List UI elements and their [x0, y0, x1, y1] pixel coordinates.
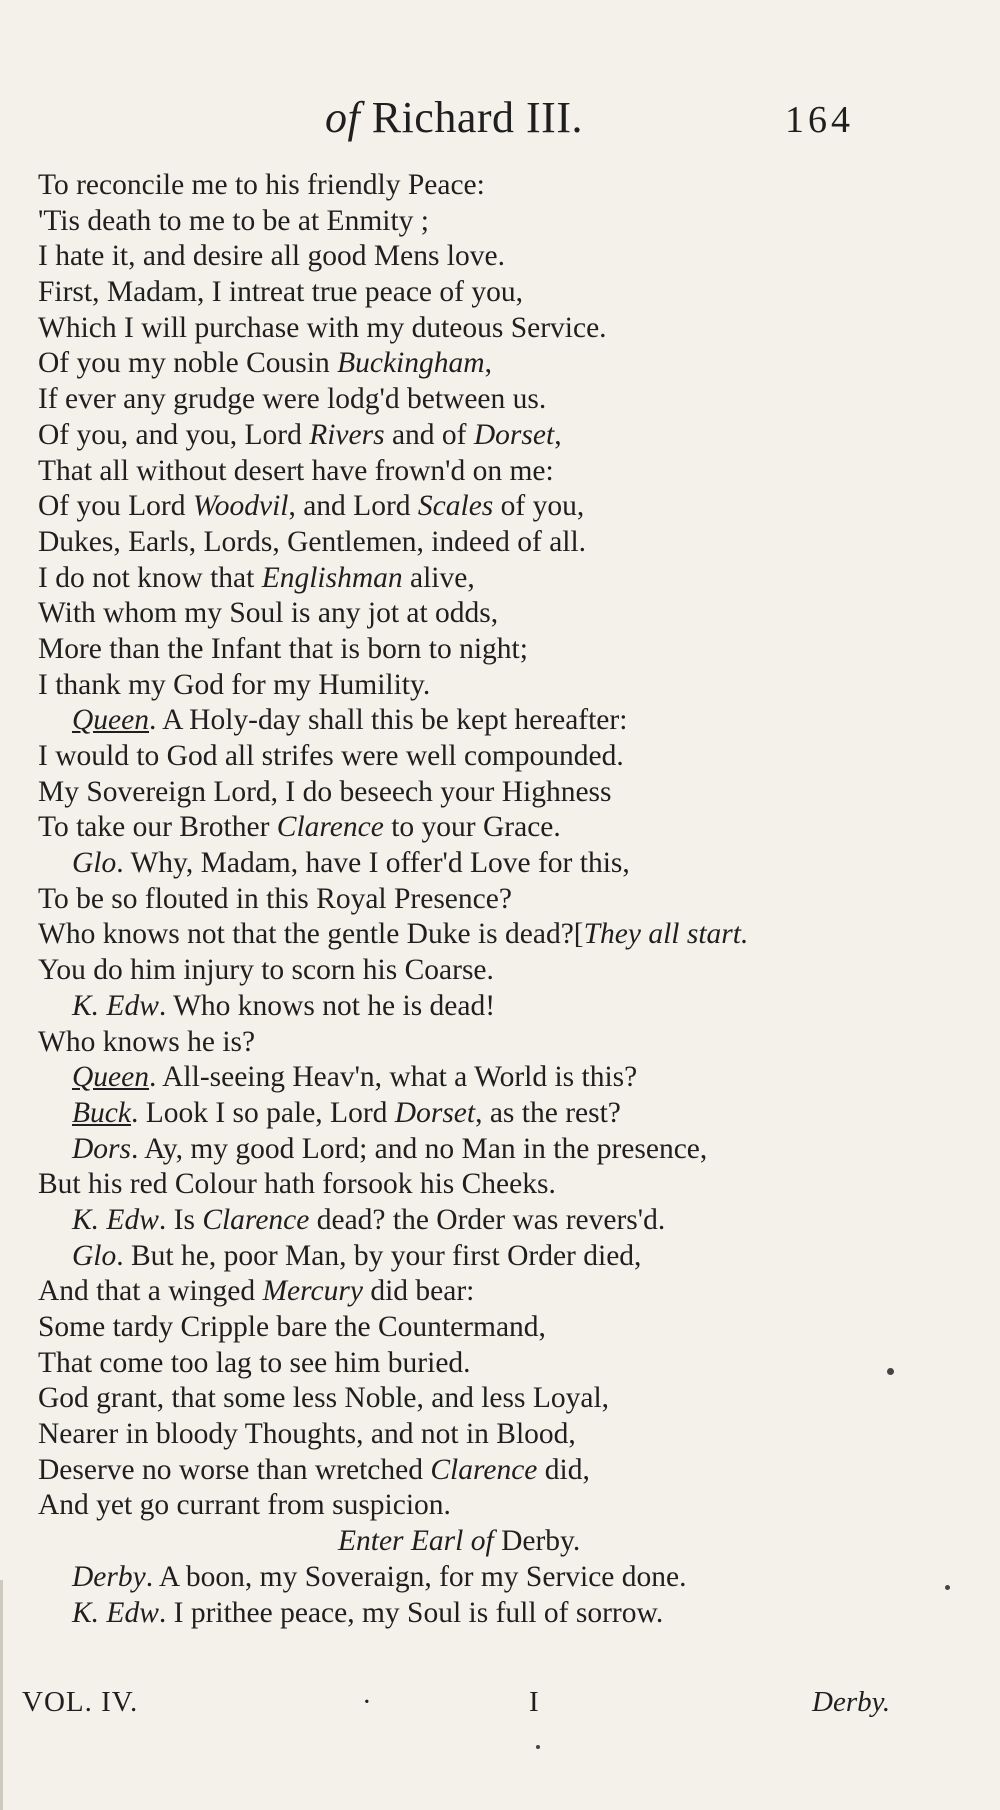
- speaker-name: Glo: [72, 847, 117, 880]
- verse-line: [38, 989, 978, 1025]
- signature-mark: I: [529, 1686, 539, 1718]
- line-text: Who knows not that the gentle Duke is dead?[: [38, 918, 584, 951]
- line-text: I do not know that: [38, 561, 262, 594]
- verse-line: But his red Colour hath forsook his Cheeks.: [38, 1168, 556, 1201]
- line-text: . I prithee peace, my Soul is full of sorrow.: [158, 1596, 664, 1629]
- verse-line: [38, 561, 978, 597]
- verse-line: You do him injury to scorn his Coarse.: [38, 954, 494, 987]
- line-text: . All-seeing Heav'n, what a World is this?: [149, 1061, 638, 1094]
- verse-line: Some tardy Cripple bare the Countermand,: [38, 1311, 546, 1343]
- line-text: To take our Brother: [38, 811, 277, 844]
- line-text: of you,: [493, 490, 585, 523]
- verse-line: [38, 917, 978, 953]
- line-text: . Look I so pale, Lord: [130, 1096, 395, 1129]
- ink-speck: [945, 1585, 950, 1590]
- stage-direction: They all start.: [583, 918, 749, 951]
- proper-name: Dorset: [473, 418, 555, 451]
- catchword: Derby.: [812, 1686, 891, 1718]
- verse-line: To reconcile me to his friendly Peace:: [38, 169, 485, 201]
- line-text: and of: [384, 418, 474, 451]
- speaker-name: Dors: [72, 1132, 132, 1165]
- line-text: , and Lord: [288, 490, 418, 523]
- verse-line: [38, 1239, 978, 1275]
- line-text: . Why, Madam, have I offer'd Love for this,: [116, 847, 630, 880]
- verse-line: That come too lag to see him buried.: [38, 1346, 471, 1379]
- line-text: to your Grace.: [383, 811, 561, 844]
- verse-line: Which I will purchase with my duteous Service.: [38, 311, 607, 344]
- speaker-name: Queen: [72, 704, 149, 737]
- line-text: ,: [554, 418, 562, 451]
- verse-line: Dukes, Earls, Lords, Gentlemen, indeed of all.: [38, 525, 587, 558]
- verse-line: [38, 703, 978, 739]
- verse-line: [38, 489, 978, 525]
- verse-line: My Sovereign Lord, I do beseech your Highness: [38, 775, 612, 808]
- line-text: Of you Lord: [38, 490, 193, 523]
- verse-line: If ever any grudge were lodg'd between us.: [38, 383, 547, 416]
- line-text: , as the rest?: [475, 1096, 621, 1129]
- verse-line: Nearer in bloody Thoughts, and not in Blood,: [38, 1418, 576, 1451]
- title-rest: Richard III.: [360, 93, 583, 142]
- speaker-name: Queen: [72, 1061, 149, 1094]
- verse-line: [38, 1453, 978, 1489]
- character-name: Derby.: [493, 1525, 581, 1558]
- verse-line: First, Madam, I intreat true peace of you,: [38, 276, 523, 309]
- proper-name: Mercury: [262, 1275, 363, 1308]
- speaker-name: K. Edw: [72, 1203, 159, 1236]
- line-text: . A boon, my Soveraign, for my Service done.: [145, 1560, 687, 1593]
- proper-name: Dorset: [394, 1096, 476, 1129]
- line-text: did bear:: [362, 1275, 475, 1308]
- verse-line: [38, 418, 978, 454]
- page-number: 164: [785, 99, 854, 141]
- line-text: dead? the Order was revers'd.: [309, 1203, 666, 1236]
- speaker-name: Buck: [72, 1096, 131, 1129]
- verse-line: [38, 1060, 978, 1096]
- page-gutter-shadow: [0, 1580, 3, 1810]
- line-text: . But he, poor Man, by your first Order died,: [116, 1239, 642, 1272]
- verse-line: Who knows he is?: [38, 1025, 256, 1058]
- verse-line: I thank my God for my Humility.: [38, 668, 431, 701]
- verse-line: [38, 346, 978, 382]
- line-text: . Is: [158, 1203, 203, 1236]
- proper-name: Rivers: [309, 418, 385, 451]
- speaker-name: Derby: [72, 1560, 146, 1593]
- line-text: Of you, and you, Lord: [38, 418, 310, 451]
- verse-line: [38, 1274, 978, 1310]
- proper-name: Clarence: [202, 1203, 310, 1236]
- verse-line: 'Tis death to me to be at Enmity ;: [38, 204, 429, 237]
- proper-name: Scales: [417, 490, 494, 523]
- verse-text: [38, 168, 978, 1631]
- verse-line: [38, 846, 978, 882]
- speaker-name: K. Edw: [72, 989, 159, 1022]
- page-title: [325, 92, 583, 143]
- line-text: And that a winged: [38, 1275, 263, 1308]
- line-text: alive,: [402, 561, 475, 594]
- ink-speck: [887, 1368, 894, 1375]
- volume-signature: VOL. IV.: [22, 1686, 139, 1718]
- line-text: Deserve no worse than wretched: [38, 1453, 431, 1486]
- proper-name: Buckingham: [337, 347, 485, 380]
- verse-line: God grant, that some less Noble, and less Loyal,: [38, 1382, 610, 1415]
- title-prefix: of: [325, 93, 361, 142]
- verse-line: [38, 1132, 978, 1168]
- verse-line: [38, 1596, 978, 1632]
- verse-line: [38, 1096, 978, 1132]
- proper-name: Clarence: [276, 811, 384, 844]
- proper-name: Woodvil: [192, 490, 289, 523]
- verse-line: More than the Infant that is born to night;: [38, 632, 528, 665]
- page-footer: [22, 1686, 892, 1726]
- verse-line: And yet go currant from suspicion.: [38, 1489, 451, 1522]
- proper-name: Englishman: [261, 561, 403, 594]
- line-text: . Ay, my good Lord; and no Man in the presence,: [131, 1132, 708, 1165]
- verse-line: That all without desert have frown'd on me:: [38, 454, 554, 487]
- footer-dot: ·: [362, 1686, 372, 1718]
- line-text: Of you my noble Cousin: [38, 347, 338, 380]
- line-text: ,: [484, 347, 492, 380]
- verse-line: [38, 1560, 978, 1596]
- verse-line: [38, 810, 978, 846]
- line-text: . Who knows not he is dead!: [158, 989, 496, 1022]
- speaker-name: Glo: [72, 1239, 117, 1272]
- proper-name: Clarence: [430, 1453, 538, 1486]
- verse-line: I hate it, and desire all good Mens love.: [38, 240, 505, 273]
- ink-speck: [536, 1745, 540, 1749]
- speaker-name: K. Edw: [72, 1596, 159, 1629]
- stage-direction-line: [38, 1524, 978, 1560]
- verse-line: I would to God all strifes were well compounded.: [38, 740, 624, 772]
- verse-line: [38, 1203, 978, 1239]
- line-text: did,: [537, 1453, 590, 1486]
- line-text: . A Holy-day shall this be kept hereafter:: [149, 704, 628, 737]
- running-header: [0, 92, 1000, 152]
- verse-line: With whom my Soul is any jot at odds,: [38, 597, 499, 630]
- verse-line: To be so flouted in this Royal Presence?: [38, 882, 512, 915]
- stage-direction: Enter Earl of: [338, 1525, 494, 1558]
